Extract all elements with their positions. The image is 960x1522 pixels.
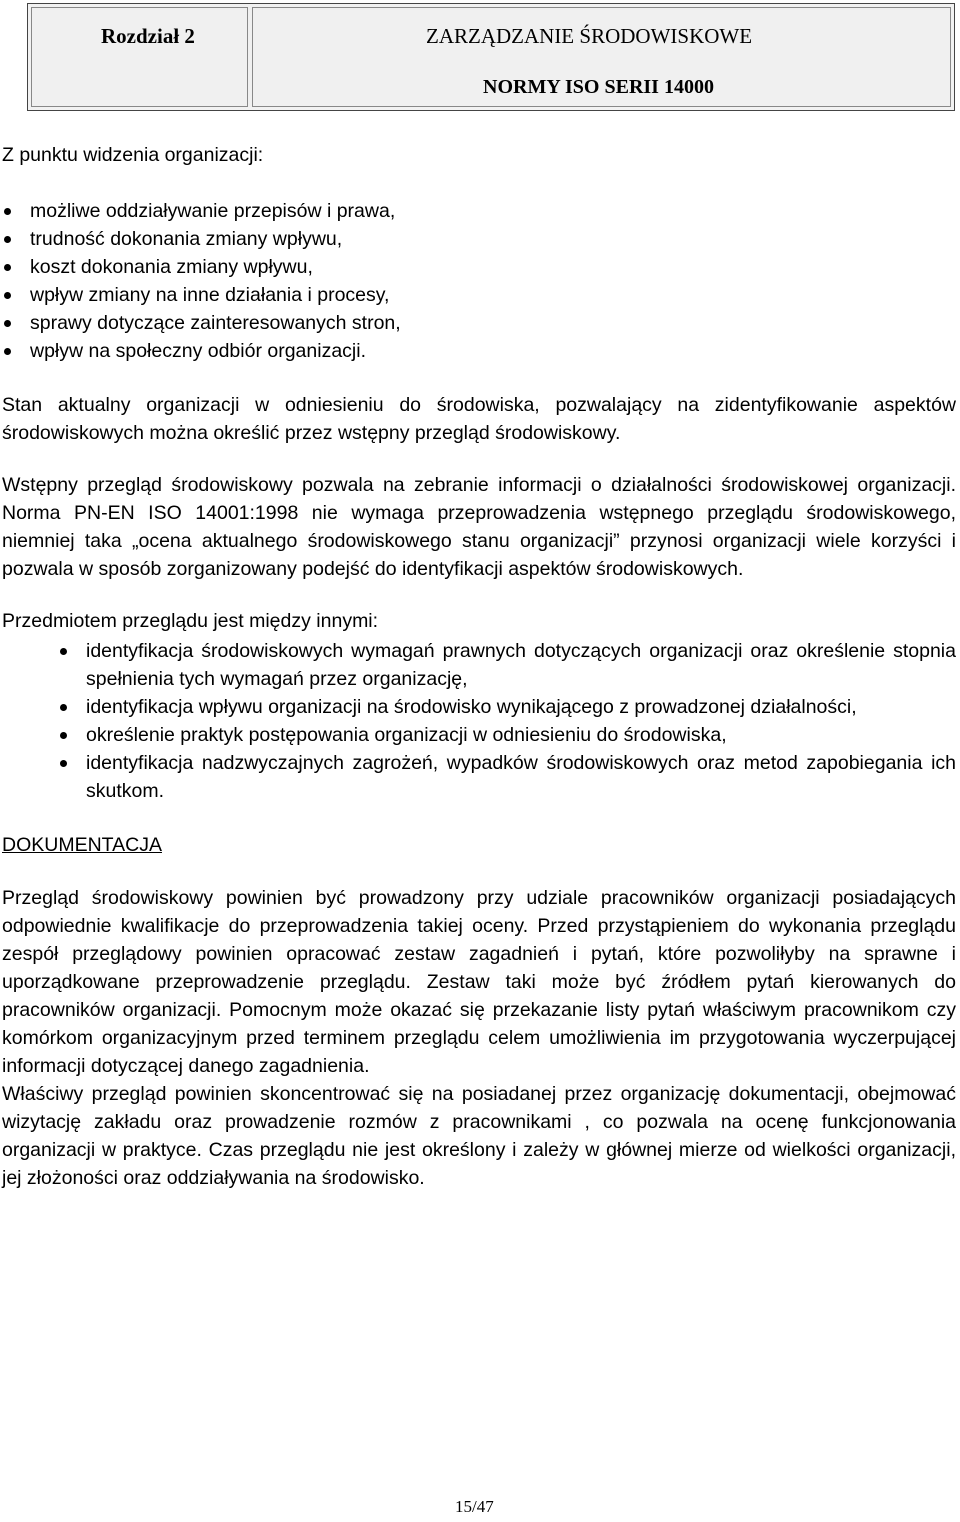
bullet-icon xyxy=(4,348,11,355)
bullet-icon xyxy=(4,320,11,327)
paragraph-initial-review: Wstępny przegląd środowiskowy pozwala na zebranie informacji o działalności środowiskowej organizacji. Norma PN-EN ISO 14001:1998 nie wymaga przeprowadzenia wstępnego przeglądu środowiskowego, niemniej taka „ocena aktualnego środowiskowego stanu organizacji” przynosi organizacji wiele korzyści i pozwala w sposób zorganizowany podejść do identyfikacji aspektów środowiskowych. xyxy=(2,474,956,580)
list-item: koszt dokonania zmiany wpływu, xyxy=(2,253,956,281)
list-item: możliwe oddziaływanie przepisów i prawa, xyxy=(2,197,956,225)
bullet-icon xyxy=(60,648,67,655)
list-item: identyfikacja środowiskowych wymagań prawnych dotyczących organizacji oraz określenie stopnia spełnienia tych wymagań przez organizację, xyxy=(2,637,956,693)
organization-factors-list xyxy=(2,197,956,365)
list-item: określenie praktyk postępowania organizacji w odniesieniu do środowiska, xyxy=(2,721,956,749)
list-item: wpływ na społeczny odbiór organizacji. xyxy=(2,337,956,365)
review-subject-list xyxy=(2,637,956,805)
list-item: identyfikacja nadzwyczajnych zagrożeń, wypadków środowiskowych oraz metod zapobiegania ich skutkom. xyxy=(2,749,956,805)
page-content xyxy=(2,141,956,1192)
bullet-icon xyxy=(4,236,11,243)
list-item: trudność dokonania zmiany wpływu, xyxy=(2,225,956,253)
bullet-icon xyxy=(60,732,67,739)
paragraph-review-subject: Przedmiotem przeglądu jest między innymi: xyxy=(2,610,379,632)
chapter-subtitle: NORMY ISO SERII 14000 xyxy=(483,76,714,98)
list-item: wpływ zmiany na inne działania i procesy, xyxy=(2,281,956,309)
paragraph-proper-review: Właściwy przegląd powinien skoncentrować się na posiadanej przez organizację dokumentacji, obejmować wizytację zakładu oraz prowadzenie rozmów z pracownikami , co pozwala na ocenę funkcjonowania organizacji w praktyce. Czas przeglądu nie jest określony i zależy w głównej mierze od wielkości organizacji, jej złożoności oraz oddziaływania na środowisko. xyxy=(2,1083,956,1189)
section-heading: DOKUMENTACJA xyxy=(2,834,162,856)
paragraph-current-state: Stan aktualny organizacji w odniesieniu do środowiska, pozwalający na zidentyfikowanie aspektów środowiskowych można określić przez wstępny przegląd środowiskowy. xyxy=(2,394,956,444)
bullet-icon xyxy=(4,208,11,215)
chapter-title: ZARZĄDZANIE ŚRODOWISKOWE xyxy=(426,24,753,48)
chapter-number: Rozdział 2 xyxy=(101,24,195,48)
bullet-icon xyxy=(60,760,67,767)
page-number: 15/47 xyxy=(455,1497,494,1516)
list-item: sprawy dotyczące zainteresowanych stron, xyxy=(2,309,956,337)
bullet-icon xyxy=(4,264,11,271)
header-divider xyxy=(247,7,253,107)
bullet-icon xyxy=(4,292,11,299)
paragraph-review-team: Przegląd środowiskowy powinien być prowadzony przy udziale pracowników organizacji posiadających odpowiednie kwalifikacje do przeprowadzenia takiej oceny. Przed przystąpieniem do wykonania przeglądu zespół przeglądowy powinien opracować zestaw zagadnień i pytań, które pozwoliłyby na sprawne i uporządkowane przeprowadzenie przeglądu. Zestaw taki może być źródłem pytań kierowanych do pracowników organizacji. Pomocnym może okazać się przekazanie listy pytań właściwym pracownikom czy komórkom organizacyjnym przed terminem przeglądu celem umożliwienia im przygotowania wyczerpującej informacji dotyczącej danego zagadnienia. xyxy=(2,887,956,1077)
intro-label: Z punktu widzenia organizacji: xyxy=(2,144,264,166)
bullet-icon xyxy=(60,704,67,711)
list-item: identyfikacja wpływu organizacji na środowisko wynikającego z prowadzonej działalności, xyxy=(2,693,956,721)
chapter-header xyxy=(27,3,955,111)
